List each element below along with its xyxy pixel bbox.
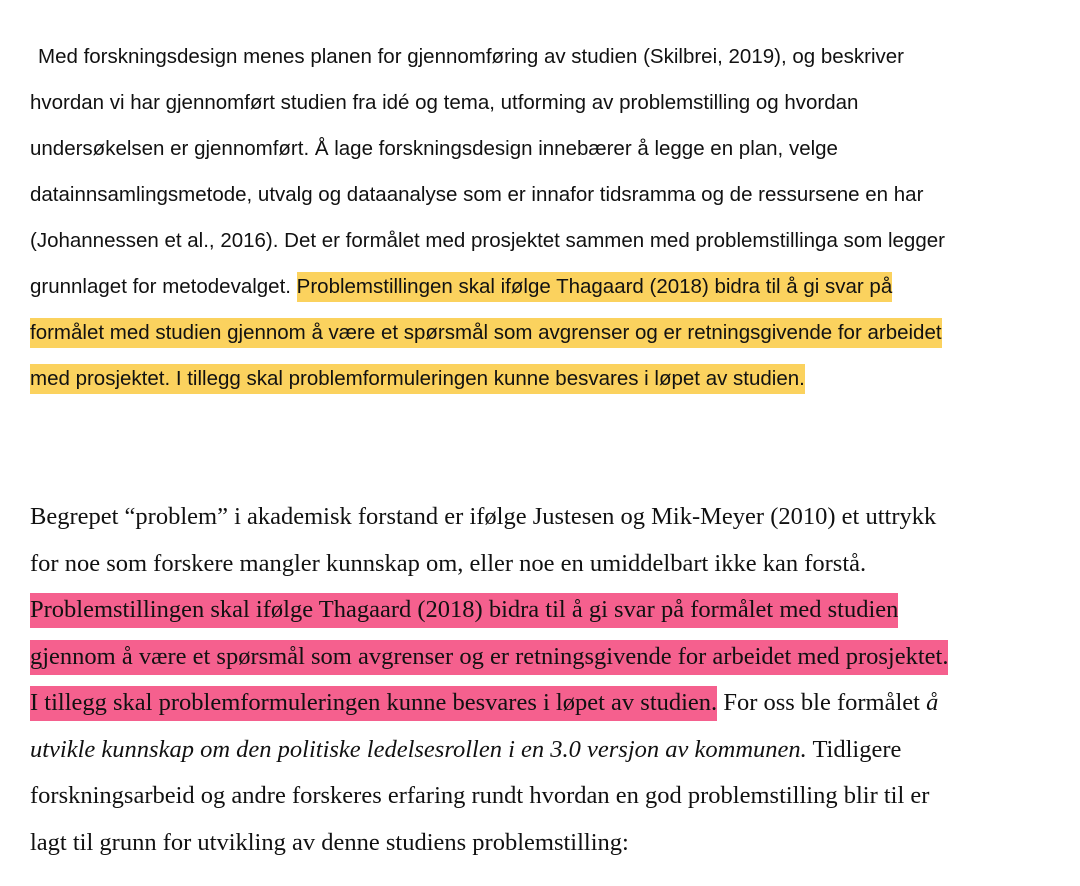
yellow-highlight: med prosjektet. I tillegg skal problemformuleringen kunne besvares i løpet av studien. (30, 364, 805, 394)
text-line (30, 727, 1070, 774)
text-line: Begrepet “problem” i akademisk forstand er ifølge Justesen og Mik-Meyer (2010) et uttrykk (30, 503, 937, 530)
pink-highlight: I tillegg skal problemformuleringen kunne besvares i løpet av studien. (30, 686, 717, 721)
yellow-highlight: Problemstillingen skal ifølge Thagaard (2018) bidra til å gi svar på (297, 272, 893, 302)
plain-text: grunnlaget for metodevalget. (30, 275, 297, 298)
paragraph-problem-concept (30, 494, 1070, 866)
text-line: datainnsamlingsmetode, utvalg og dataanalyse som er innafor tidsramma og de ressursene en har (30, 183, 924, 206)
text-line (30, 680, 1070, 727)
text-line (30, 264, 1070, 310)
text-line (30, 356, 1070, 402)
paragraph-research-design (30, 34, 1070, 402)
yellow-highlight: formålet med studien gjennom å være et spørsmål som avgrenser og er retningsgivende for arbeidet (30, 318, 942, 348)
italic-text: å (926, 689, 939, 716)
pink-highlight: gjennom å være et spørsmål som avgrenser og er retningsgivende for arbeidet med prosjektet. (30, 640, 948, 675)
text-line (30, 634, 1070, 681)
text-line: for noe som forskere mangler kunnskap om, eller noe en umiddelbart ikke kan forstå. (30, 549, 867, 577)
text-line (30, 310, 1070, 356)
plain-text: For oss ble formålet (717, 689, 927, 716)
text-line: (Johannessen et al., 2016). Det er formålet med prosjektet sammen med problemstillinga som legger (30, 229, 945, 252)
italic-text: utvikle kunnskap om den politiske ledelsesrollen i en 3.0 versjon av kommunen. (30, 735, 807, 763)
text-line: hvordan vi har gjennomført studien fra idé og tema, utforming av problemstilling og hvordan (30, 91, 859, 114)
text-line: undersøkelsen er gjennomført. Å lage forskningsdesign innebærer å legge en plan, velge (30, 137, 838, 160)
pink-highlight: Problemstillingen skal ifølge Thagaard (2018) bidra til å gi svar på formålet med studien (30, 593, 898, 628)
text-line (30, 587, 1070, 634)
text-line: lagt til grunn for utvikling av denne studiens problemstilling: (30, 828, 629, 856)
text-line: Med forskningsdesign menes planen for gjennomføring av studien (Skilbrei, 2019), og beskriver (38, 45, 905, 68)
plain-text: Tidligere (806, 735, 902, 763)
text-line: forskningsarbeid og andre forskeres erfaring rundt hvordan en god problemstilling blir til er (30, 782, 930, 809)
